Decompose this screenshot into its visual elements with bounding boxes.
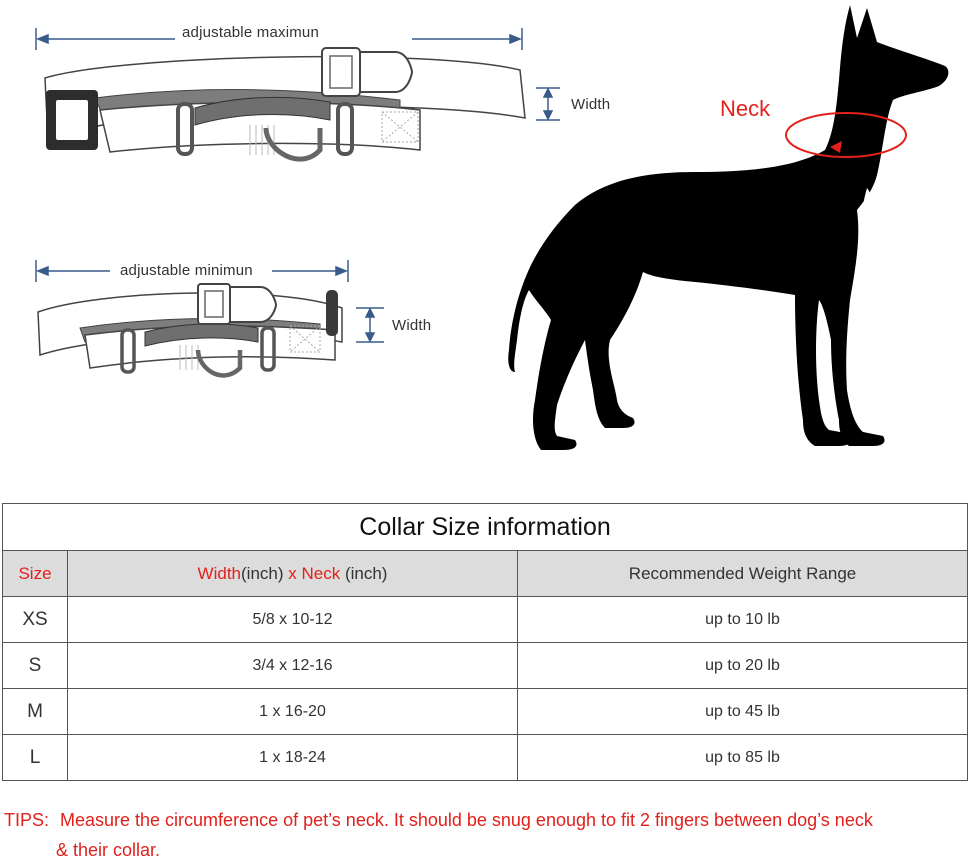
weight-cell: up to 10 lb	[518, 597, 968, 643]
header-size-label: Size	[18, 563, 52, 583]
size-cell: XS	[3, 597, 68, 643]
header-size	[3, 551, 68, 597]
tips-label: TIPS:	[4, 810, 50, 830]
dog-silhouette	[505, 0, 965, 470]
dims-cell: 1 x 18-24	[68, 735, 518, 781]
table-row	[3, 643, 968, 689]
collar-max-label: adjustable maximun	[182, 24, 320, 41]
header-width-word: Width	[197, 563, 242, 583]
tips-line-1: Measure the circumference of pet’s neck. It should be snug enough to fit 2 fingers between dog’s neck	[60, 810, 873, 830]
dims-cell: 1 x 16-20	[68, 689, 518, 735]
tips-line-2: & their collar.	[56, 840, 161, 860]
table-row	[3, 689, 968, 735]
weight-cell: up to 20 lb	[518, 643, 968, 689]
header-weight	[518, 551, 968, 597]
collar-max-width-label: Width	[571, 96, 611, 113]
size-cell: S	[3, 643, 68, 689]
weight-cell: up to 85 lb	[518, 735, 968, 781]
size-cell: M	[3, 689, 68, 735]
header-inch-unit-2: (inch)	[340, 563, 388, 583]
collar-min-width-label: Width	[392, 317, 432, 334]
dims-cell: 5/8 x 10-12	[68, 597, 518, 643]
table-header-row	[3, 551, 968, 597]
collar-min-label: adjustable minimun	[120, 262, 253, 279]
size-cell: L	[3, 735, 68, 781]
tips-text	[4, 805, 964, 865]
table-row	[3, 735, 968, 781]
neck-label: Neck	[720, 96, 771, 121]
dims-cell: 3/4 x 12-16	[68, 643, 518, 689]
table-title: Collar Size information	[3, 504, 968, 551]
neck-measure-arrow	[780, 95, 920, 175]
header-weight-label: Recommended Weight Range	[628, 563, 857, 583]
table-row	[3, 597, 968, 643]
collar-size-table	[2, 503, 968, 781]
header-x-neck: x Neck	[283, 563, 341, 583]
weight-cell: up to 45 lb	[518, 689, 968, 735]
header-inch-unit-1: (inch)	[241, 563, 284, 583]
header-dimensions	[68, 551, 518, 597]
